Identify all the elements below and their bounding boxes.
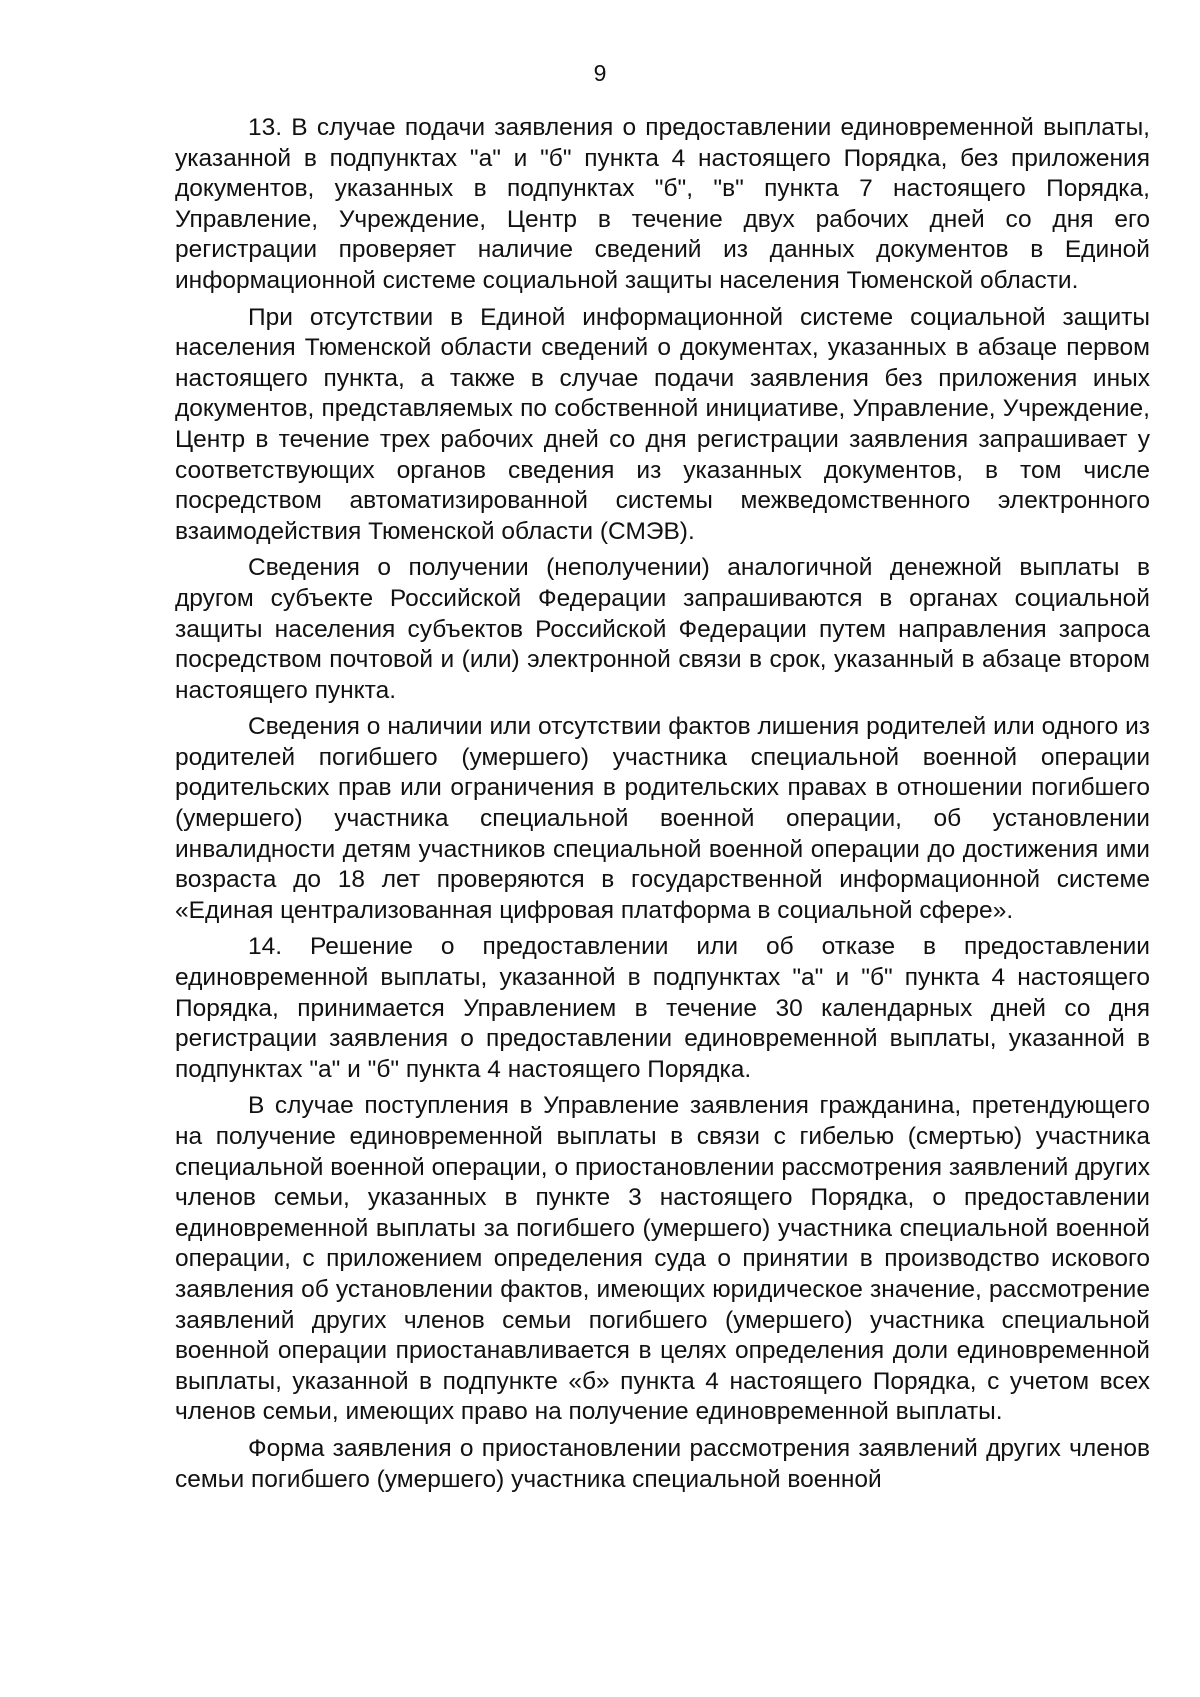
paragraph-absent-info: При отсутствии в Единой информационной системе социальной защиты населения Тюменской области сведений о документах, указанных в абзаце первом настоящего пункта, а также в случае подачи заявления без приложения иных документов, представляемых по собственной инициативе, Управление, Учреждение, Центр в течение трех рабочих дней со дня регистрации заявления запрашивает у соответствующих органов сведения из указанных документов, в том числе посредством автоматизированной системы межведомственного электронного взаимодействия Тюменской области (СМЭВ). xyxy=(175,303,1150,545)
paragraph-other-subject: Сведения о получении (неполучении) аналогичной денежной выплаты в другом субъекте Российской Федерации запрашиваются в органах социальной защиты населения субъектов Российской Федерации путем направления запроса посредством почтовой и (или) электронной связи в срок, указанный в абзаце втором настоящего пункта. xyxy=(175,554,1150,704)
paragraph-parental-rights: Сведения о наличии или отсутствии фактов лишения родителей или одного из родителей погибшего (умершего) участника специальной военной операции родительских прав или ограничения в родительских правах в отношении погибшего (умершего) участника специальной военной операции, об установлении инвалидности детям участников специальной военной операции до достижения ими возраста до 18 лет проверяются в государственной информационной системе «Единая централизованная цифровая платформа в социальной сфере». xyxy=(175,713,1150,924)
page-number: 9 xyxy=(593,60,607,86)
paragraph-14-decision: 14. Решение о предоставлении или об отказе в предоставлении единовременной выплаты, указанной в подпунктах "а" и "б" пункта 4 настоящего Порядка, принимается Управлением в течение 30 календарных дней со дня регистрации заявления о предоставлении единовременной выплаты, указанной в подпунктах "а" и "б" пункта 4 настоящего Порядка. xyxy=(175,933,1150,1083)
paragraph-suspension: В случае поступления в Управление заявления гражданина, претендующего на получение единовременной выплаты в связи с гибелью (смертью) участника специальной военной операции, о приостановлении рассмотрения заявлений других членов семьи, указанных в пункте 3 настоящего Порядка, о предоставлении единовременной выплаты за погибшего (умершего) участника специальной военной операции, с приложением определения суда о принятии в производство искового заявления об установлении фактов, имеющих юридическое значение, рассмотрение заявлений других членов семьи погибшего (умершего) участника специальной военной операции приостанавливается в целях определения доли единовременной выплаты, указанной в подпункте «б» пункта 4 настоящего Порядка, с учетом всех членов семьи, имеющих право на получение единовременной выплаты. xyxy=(175,1092,1150,1426)
paragraph-13-intro: 13. В случае подачи заявления о предоставлении единовременной выплаты, указанной в подпунктах "а" и "б" пункта 4 настоящего Порядка, без приложения документов, указанных в подпунктах "б", "в" пункта 7 настоящего Порядка, Управление, Учреждение, Центр в течение двух рабочих дней со дня его регистрации проверяет наличие сведений из данных документов в Единой информационной системе социальной защиты населения Тюменской области. xyxy=(175,114,1150,294)
document-body xyxy=(175,113,1150,1501)
paragraph-application-form: Форма заявления о приостановлении рассмотрения заявлений других членов семьи погибшего (умершего) участника специальной военной xyxy=(175,1434,1150,1493)
